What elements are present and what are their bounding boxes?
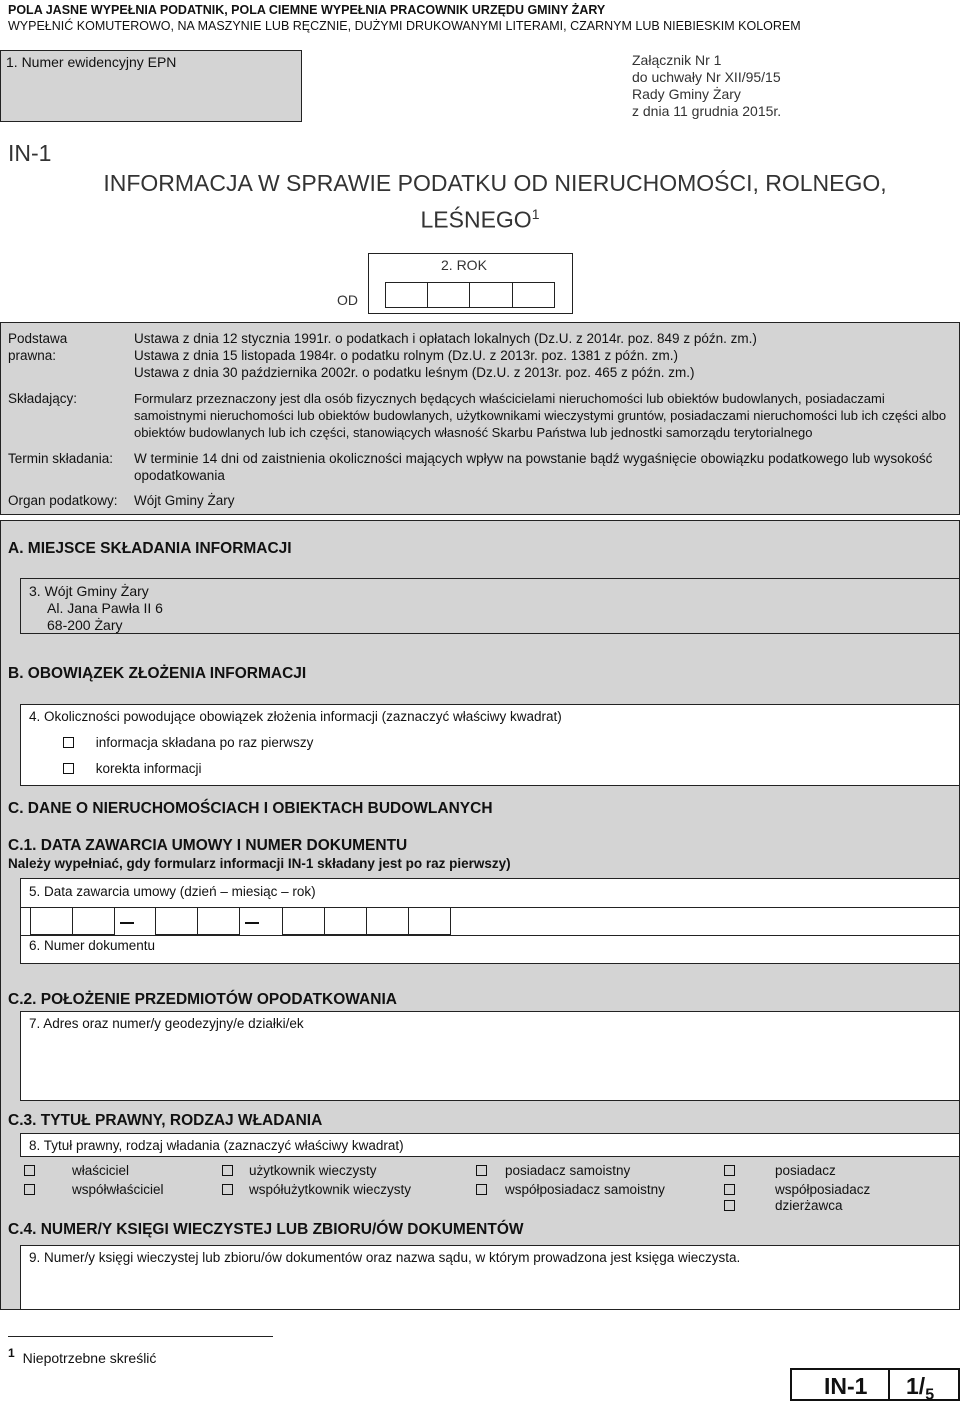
section-a-title: A. MIEJSCE SKŁADANIA INFORMACJI [8, 540, 292, 557]
option-independent-holder[interactable]: posiadacz samoistny [476, 1162, 630, 1179]
basis-item-1: Ustawa z dnia 12 stycznia 1991r. o podatkach i opłatach lokalnych (Dz.U. z 2014r. poz. 849 z późn. zm.) [134, 331, 757, 346]
footnote-text: Niepotrzebne skreślić [22, 1349, 157, 1366]
title-line-2: LEŚNEGO$^1$ [420, 206, 540, 233]
footer-form-code: IN-1 [824, 1373, 868, 1399]
form-code: IN-1 [8, 140, 52, 166]
option-perpetual-user[interactable]: użytkownik wieczysty [222, 1162, 377, 1179]
page-title [0, 168, 960, 236]
epn-field[interactable] [0, 50, 302, 122]
title-footnote-mark: 1 [531, 206, 540, 222]
basis-list [134, 330, 757, 381]
year-label: 2. ROK [441, 257, 487, 273]
section-a-line-1: 3. Wójt Gminy Żary [29, 583, 149, 599]
checkbox-icon[interactable] [63, 737, 74, 748]
section-b-title: B. OBOWIĄZEK ZŁOŻENIA INFORMACJI [8, 665, 307, 682]
year-digit-2[interactable] [427, 282, 470, 308]
date-year-3[interactable] [366, 907, 409, 935]
field-9-label: 9. Numer/y księgi wieczystej lub zbioru/ów dokumentów oraz nazwa sądu, w którym prowadzona jest księga wieczysta. [29, 1250, 741, 1265]
section-c2-title: C.2. POŁOŻENIE PRZEDMIOTÓW OPODATKOWANIA [8, 991, 397, 1008]
checkbox-icon[interactable] [476, 1184, 487, 1195]
basis-item-3: Ustawa z dnia 30 października 2002r. o podatku leśnym (Dz.U. z 2013r. poz. 465 z późn. zm.) [134, 365, 695, 380]
checkbox-icon[interactable] [724, 1200, 735, 1211]
date-month-2[interactable] [197, 907, 240, 935]
footnote-divider [8, 1336, 273, 1337]
option-holder[interactable]: posiadacz [724, 1162, 836, 1179]
deadline-text: W terminie 14 dni od zaistnienia okoliczności mających wpływ na powstanie bądź wygaśnięcie obowiązku podatkowego lub wysokość opodatkowania [134, 451, 933, 483]
field-8-label: 8. Tytuł prawny, rodzaj władania (zaznaczyć właściwy kwadrat) [29, 1138, 404, 1153]
option-owner[interactable]: właściciel [24, 1162, 129, 1179]
checkbox-icon[interactable] [222, 1184, 233, 1195]
footer-page-total: 5 [925, 1386, 935, 1404]
section-c3-title: C.3. TYTUŁ PRAWNY, RODZAJ WŁADANIA [8, 1112, 323, 1129]
option-co-independent-holder[interactable]: współposiadacz samoistny [476, 1181, 665, 1198]
section-c4-title: C.4. NUMER/Y KSIĘGI WIECZYSTEJ LUB ZBIORU/ÓW DOKUMENTÓW [8, 1221, 524, 1238]
footer-divider [888, 1370, 890, 1399]
field-5-label: 5. Data zawarcia umowy (dzień – miesiąc – rok) [29, 884, 316, 899]
filer-label: Składający: [8, 391, 78, 406]
option-co-holder[interactable]: współposiadacz [724, 1181, 870, 1198]
basis-item-2: Ustawa z dnia 15 listopada 1984r. o podatku rolnym (Dz.U. z 2013r. poz. 1381 z późn. zm.) [134, 348, 679, 363]
footnote [8, 1346, 156, 1366]
date-separator-2 [245, 922, 259, 924]
section-c1-note: Należy wypełniać, gdy formularz informacji IN-1 składany jest po raz pierwszy) [8, 856, 511, 871]
checkbox-icon[interactable] [222, 1165, 233, 1176]
date-row-bottom [21, 935, 959, 936]
od-label: OD [337, 292, 358, 308]
title-line-1: INFORMACJA W SPRAWIE PODATKU OD NIERUCHOMOŚCI, ROLNEGO, [103, 170, 887, 196]
attachment-line-4: z dnia 11 grudnia 2015r. [632, 103, 782, 119]
attachment-line-1: Załącznik Nr 1 [632, 52, 722, 68]
section-c-title: C. DANE O NIERUCHOMOŚCIACH I OBIEKTACH BUDOWLANYCH [8, 800, 493, 817]
section-c1-title: C.1. DATA ZAWARCIA UMOWY I NUMER DOKUMENTU [8, 837, 408, 854]
field-6-label: 6. Numer dokumentu [29, 938, 156, 953]
option-first-time[interactable]: informacja składana po raz pierwszy [63, 734, 313, 751]
checkbox-icon[interactable] [63, 763, 74, 774]
c2-box[interactable] [20, 1011, 960, 1101]
year-digit-1[interactable] [385, 282, 428, 308]
date-separator-1 [120, 922, 134, 924]
checkbox-icon[interactable] [24, 1165, 35, 1176]
year-digit-4[interactable] [512, 282, 555, 308]
filer-text: Formularz przeznaczony jest dla osób fizycznych będących właścicielami nieruchomości lub obiektów budowlanych, posiadaczami samoistnymi nieruchomości lub obiektów budowlanych, użytkownikami wieczystymi gruntów, posiadaczami nieruchomości lub ich części albo obiektów budowlanych lub ich części, stanowiących własność Skarbu Państwa lub jednostki samorządu terytorialnego [134, 391, 947, 440]
date-year-1[interactable] [282, 907, 325, 935]
option-co-owner[interactable]: współwłaściciel [24, 1181, 164, 1198]
epn-label: 1. Numer ewidencyjny EPN [6, 54, 177, 70]
date-day-2[interactable] [72, 907, 115, 935]
checkbox-icon[interactable] [24, 1184, 35, 1195]
checkbox-icon[interactable] [476, 1165, 487, 1176]
field-7-label: 7. Adres oraz numer/y geodezyjny/e działki/ek [29, 1016, 304, 1031]
section-a-line-2: Al. Jana Pawła II 6 [47, 600, 163, 616]
option-correction[interactable]: korekta informacji [63, 760, 202, 777]
section-b-box [20, 704, 960, 786]
year-digit-3[interactable] [469, 282, 513, 308]
option-lessee[interactable]: dzierżawca [724, 1197, 843, 1214]
section-a-line-3: 68-200 Żary [47, 617, 123, 633]
date-year-2[interactable] [324, 907, 367, 935]
c4-box[interactable] [20, 1245, 960, 1310]
deadline-label: Termin składania: [8, 451, 114, 466]
section-b-field-label: 4. Okoliczności powodujące obowiązek złożenia informacji (zaznaczyć właściwy kwadrat) [29, 709, 562, 724]
checkbox-icon[interactable] [724, 1184, 735, 1195]
basis-label: Podstawa prawna: [8, 331, 68, 363]
footer-page-number: $1/_5$ [906, 1373, 935, 1404]
date-day-1[interactable] [30, 907, 73, 935]
date-year-4[interactable] [408, 907, 451, 935]
instruction-line-1: POLA JASNE WYPEŁNIA PODATNIK, POLA CIEMNE WYPEŁNIA PRACOWNIK URZĘDU GMINY ŻARY [8, 3, 606, 17]
attachment-line-3: Rady Gminy Żary [632, 86, 741, 102]
attachment-line-2: do uchwały Nr XII/95/15 [632, 69, 781, 85]
option-co-perpetual-user[interactable]: współużytkownik wieczysty [222, 1181, 411, 1198]
c3-field-8-box [20, 1133, 960, 1157]
page-footer-box [790, 1368, 960, 1404]
attachment-info [632, 52, 781, 120]
section-a-box [20, 578, 960, 634]
date-month-1[interactable] [155, 907, 198, 935]
instructions [8, 2, 801, 34]
instruction-line-2: WYPEŁNIĆ KOMUTEROWO, NA MASZYNIE LUB RĘCZNIE, DUŻYMI DRUKOWANYMI LITERAMI, CZARNYM LUB NIEBIESKIM KOLOREM [8, 19, 801, 33]
checkbox-icon[interactable] [724, 1165, 735, 1176]
authority-text: Wójt Gminy Żary [134, 493, 235, 508]
authority-label: Organ podatkowy: [8, 493, 118, 508]
footnote-mark: 1 [8, 1346, 15, 1360]
